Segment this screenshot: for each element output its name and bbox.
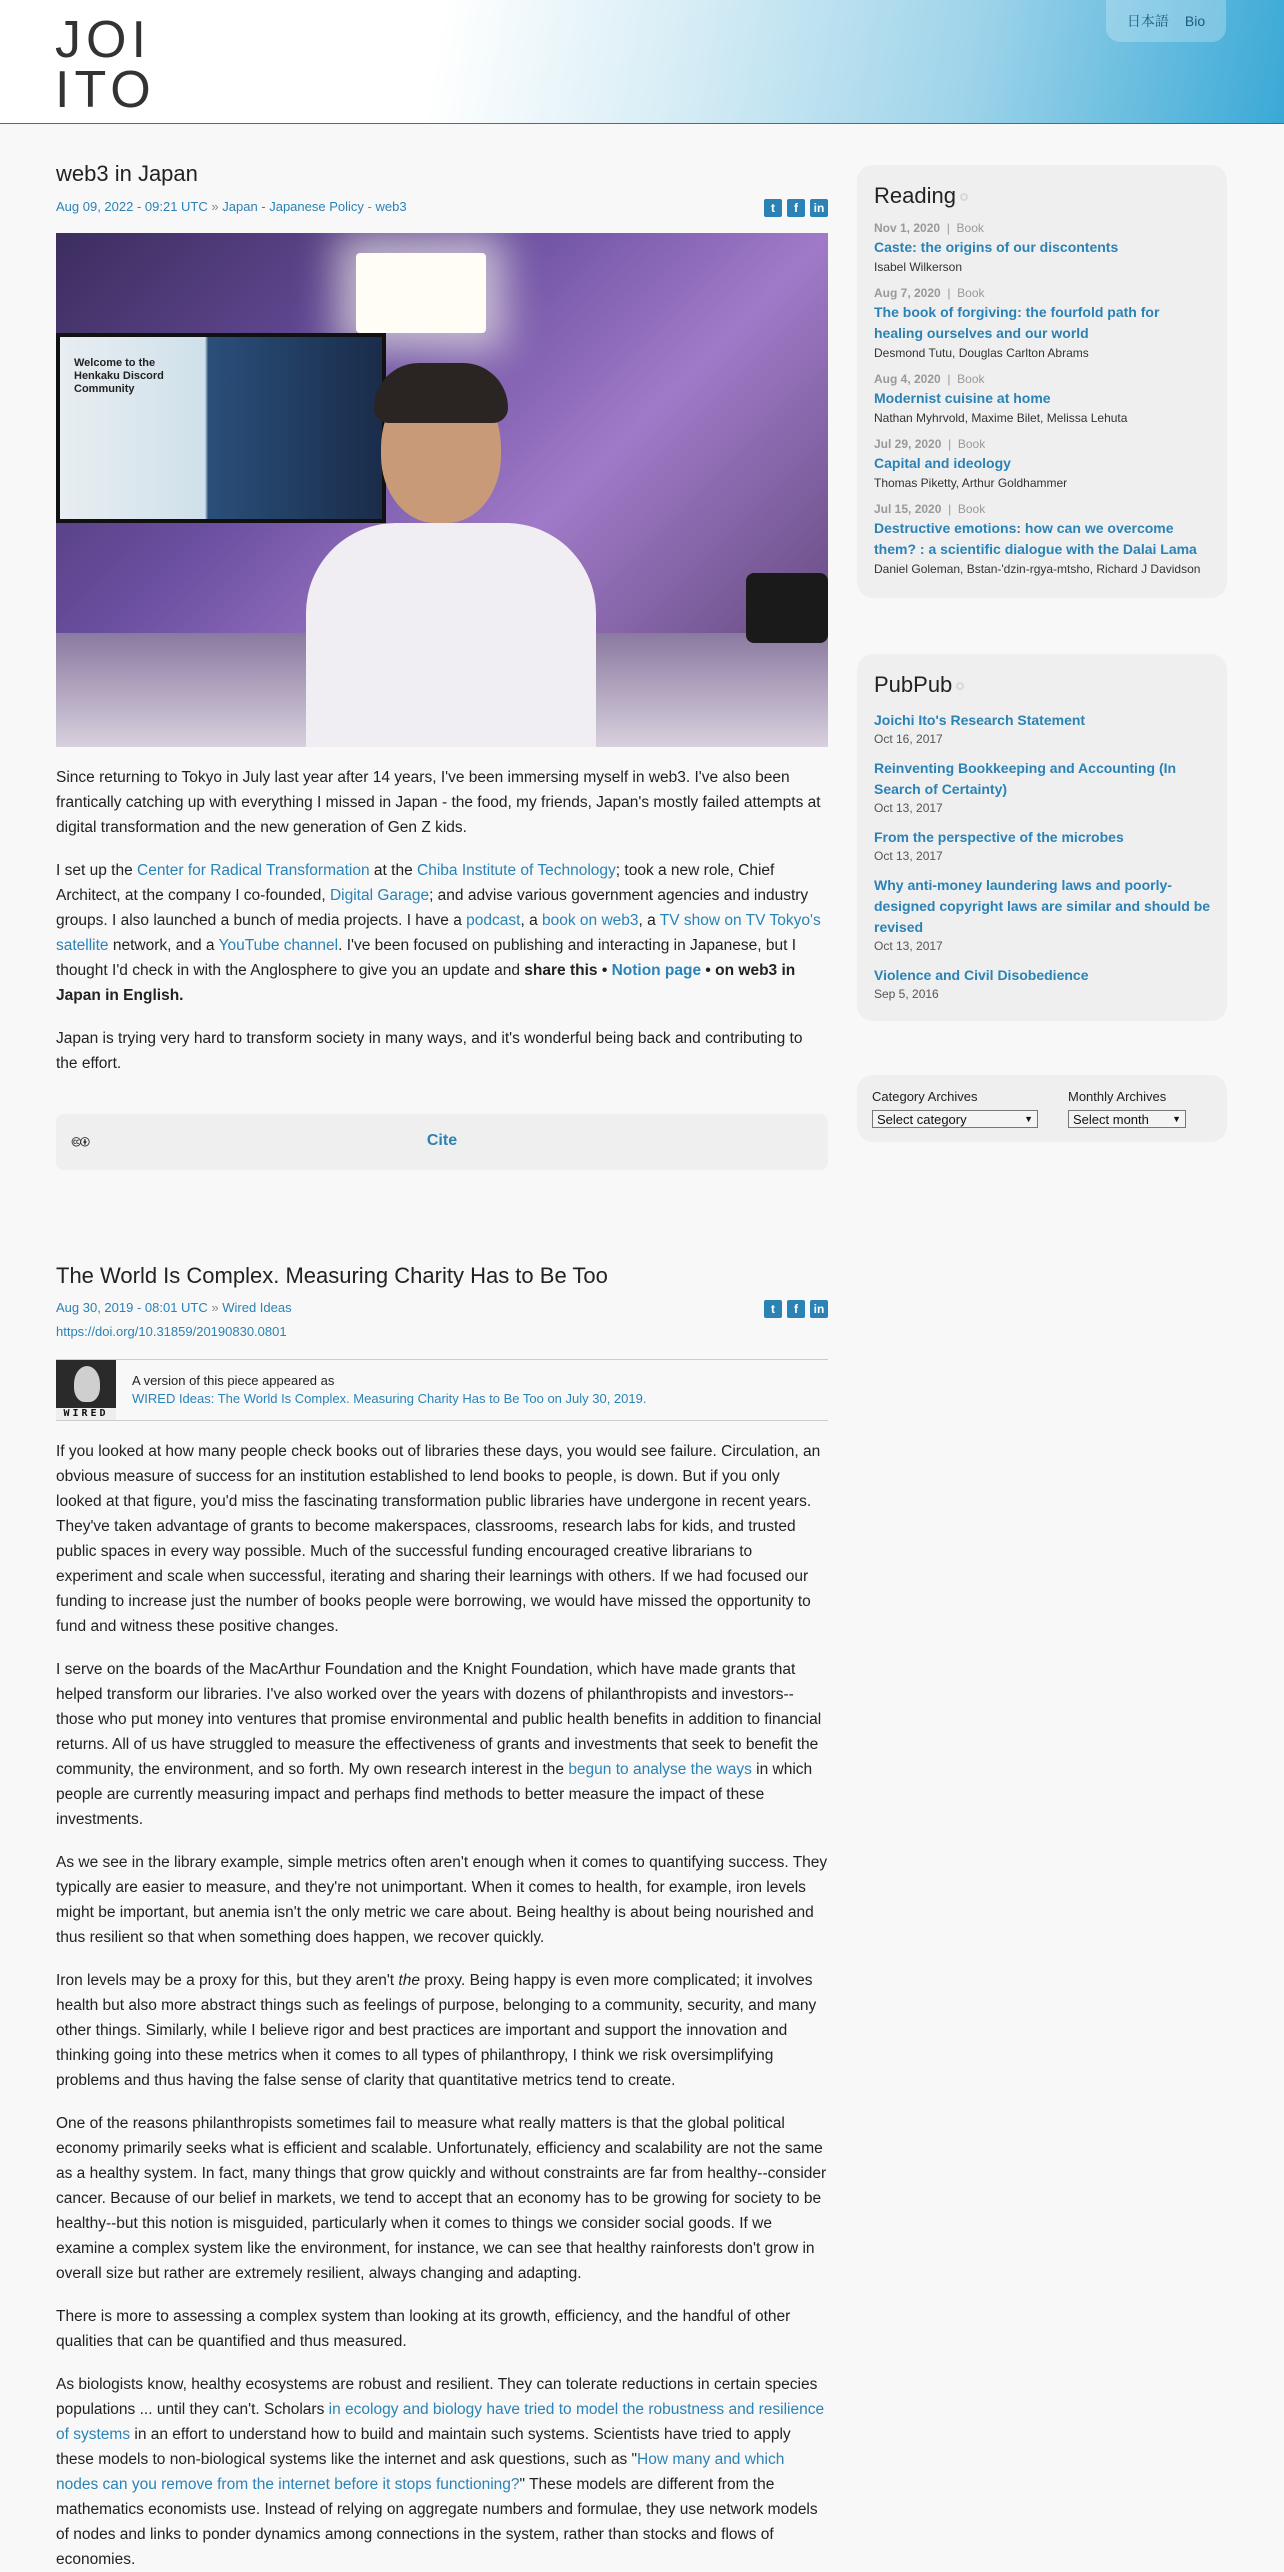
cite-box (56, 1114, 828, 1170)
linkedin-icon[interactable]: in (810, 1300, 828, 1318)
meta-arrow: » (211, 1300, 219, 1316)
pubpub-date: Oct 16, 2017 (874, 732, 943, 746)
post-meta (56, 199, 828, 219)
reading-author: Desmond Tutu, Douglas Carlton Abrams (874, 346, 1089, 360)
reading-separator: | (946, 221, 950, 235)
post-hero-image (56, 233, 828, 747)
reading-item (874, 502, 1211, 576)
pubpub-item (874, 710, 1211, 746)
cc-by-icon[interactable]: 🅭🅯 (72, 1133, 90, 1150)
text-fragment: proxy. Being happy is even more complicated; it involves health but also more abstract things such as feelings of purpose, belonging to a community, security, and many other things. Similarly, while I believe rigor and best practices are important and support the innovation and thinking going into these metrics when it comes to all types of philanthropy, I think we risk oversimplifying problems and thus having the false sense of clarity that quantitative metrics tend to create. (56, 1972, 817, 2090)
site-logo[interactable] (55, 11, 156, 119)
chevron-down-icon: ▼ (1024, 1114, 1033, 1124)
link-digital-garage[interactable]: Digital Garage (329, 886, 430, 904)
wired-article-link[interactable]: WIRED Ideas: The World Is Complex. Measuring Charity Has to Be Too on July 30, 2019. (132, 1391, 647, 1407)
screen-text: Welcome to the Henkaku Discord Community (74, 356, 164, 395)
sidebar (857, 165, 1227, 1142)
reading-title-link[interactable]: Modernist cuisine at home (874, 390, 1051, 406)
reading-title-link[interactable]: Destructive emotions: how can we overcome them? : a scientific dialogue with the Dalai Lama (874, 520, 1197, 557)
reading-list (874, 221, 1211, 576)
version-text-block (132, 1372, 646, 1408)
reading-item (874, 221, 1211, 274)
nav-bio-link[interactable]: Bio (1184, 13, 1206, 29)
chevron-down-icon: ▼ (1172, 1114, 1181, 1124)
reading-type: Book (957, 437, 986, 451)
post-paragraph-1: If you looked at how many people check books out of libraries these days, you would see failure. Circulation, an obvious measure of success for an institution established to lend books to people, is down. But if you only looked at that figure, you'd miss the fascinating transformation public libraries have undergone in recent years. They've taken advantage of grants to become makerspaces, classrooms, research labs for kids, and trusted public spaces in every way possible. Much of the successful funding encouraged creative librarians to experiment and scale when successful, iterating and sharing their learnings with others. If we had focused our funding to increase just the number of books people were borrowing, we would have missed the opportunity to fund and witness these positive changes. (56, 1443, 821, 1636)
reading-type: Book (957, 372, 985, 386)
monthly-archives (1068, 1089, 1186, 1128)
cite-button[interactable]: Cite (426, 1131, 458, 1149)
post-paragraph-3: Japan is trying very hard to transform society in many ways, and it's wonderful being back and contributing to the effort. (56, 1029, 803, 1072)
wired-logo: WIRED (56, 1408, 116, 1420)
post-paragraph-7 (56, 2372, 828, 2572)
post-paragraph-2 (56, 1657, 828, 1832)
category-link-web3[interactable]: web3 (375, 198, 407, 214)
person (286, 373, 616, 747)
monthly-archives-label: Monthly Archives (1068, 1089, 1167, 1104)
reading-author: Nathan Myhrvold, Maxime Bilet, Melissa Lehuta (874, 411, 1128, 425)
reading-title-link[interactable]: Capital and ideology (874, 455, 1011, 471)
reading-date-line (874, 286, 1211, 300)
pubpub-title-link[interactable]: From the perspective of the microbes (874, 829, 1124, 845)
logo-line-1: JOI (55, 11, 151, 69)
link-center-for-radical-transformation[interactable]: Center for Radical Transformation (137, 861, 370, 879)
pubpub-title-text: PubPub (874, 672, 953, 697)
reading-date-line (874, 372, 1211, 386)
facebook-icon[interactable]: f (787, 199, 805, 217)
bold-text: • on web3 in Japan in English. (56, 961, 796, 1004)
pubpub-list (874, 710, 1211, 1001)
month-select-value: Select month (1073, 1111, 1149, 1127)
text-fragment: ; took a new role, Chief Architect, at the company I co-founded, (56, 861, 775, 904)
pubpub-title-link[interactable]: Why anti-money laundering laws and poorly-designed copyright laws are similar and should be revised (874, 877, 1211, 935)
reading-author: Isabel Wilkerson (874, 260, 963, 274)
link-book-on-web3[interactable]: book on web3 (542, 911, 639, 929)
reading-item (874, 437, 1211, 490)
site-header (0, 0, 1284, 124)
facebook-icon[interactable]: f (787, 1300, 805, 1318)
reading-item (874, 286, 1211, 360)
month-select[interactable] (1068, 1110, 1186, 1128)
post-title[interactable]: web3 in Japan (56, 161, 198, 186)
text-fragment: As biologists know, healthy ecosystems are robust and resilient. They can tolerate reductions in certain species populations ... until they can't. Scholars (56, 2376, 818, 2419)
reading-date-line (874, 502, 1211, 516)
post-date[interactable]: Aug 09, 2022 - 09:21 UTC (56, 198, 208, 214)
pubpub-date: Oct 13, 2017 (874, 801, 943, 815)
link-youtube-channel[interactable]: YouTube channel (218, 936, 339, 954)
link-podcast[interactable]: podcast (466, 911, 521, 929)
reading-separator: | (947, 372, 951, 386)
doi-link[interactable]: https://doi.org/10.31859/20190830.0801 (56, 1324, 287, 1340)
pubpub-item (874, 827, 1211, 863)
category-archives-label: Category Archives (872, 1089, 978, 1104)
pubpub-item (874, 965, 1211, 1001)
reading-card (857, 165, 1227, 598)
text-fragment: at the (369, 861, 418, 879)
reading-date-line (874, 437, 1211, 451)
category-select[interactable] (872, 1110, 1038, 1128)
category-link-japan[interactable]: Japan - Japanese Policy (222, 198, 364, 214)
meta-arrow: » (211, 198, 219, 214)
reading-author: Thomas Piketty, Arthur Goldhammer (874, 476, 1068, 490)
post-paragraph-6: There is more to assessing a complex system than looking at its growth, efficiency, and the handful of other qualities that can be quantified and thus measured. (56, 2308, 791, 2351)
reading-separator: | (947, 286, 951, 300)
reading-item (874, 372, 1211, 425)
link-tv-show[interactable]: TV show on TV Tokyo's satellite (56, 911, 821, 954)
post-paragraph-1: Since returning to Tokyo in July last year after 14 years, I've been immersing myself in web3. I've also been frantically catching up with everything I missed in Japan - the food, my friends, Japan's mostly failed attempts at digital transformation and the new generation of Gen Z kids. (56, 768, 821, 836)
logo-line-2: ITO (55, 61, 156, 119)
pubpub-title[interactable] (874, 672, 1211, 698)
link-notion-page[interactable]: Notion page (611, 961, 702, 979)
reading-type: Book (957, 286, 985, 300)
text-fragment: ; and advise various government agencies and industry groups. I also launched a bunch of media projects. I have a (56, 886, 809, 929)
text-fragment: in an effort to understand how to build and maintain such systems. Scientists have tried to apply these models to non-biological systems like the internet and ask questions, such as " (56, 2426, 791, 2469)
reading-type: Book (956, 221, 984, 235)
pubpub-date: Oct 13, 2017 (874, 939, 943, 953)
ring-light (356, 253, 486, 333)
wired-version-note (56, 1359, 828, 1421)
pubpub-date: Oct 13, 2017 (874, 849, 943, 863)
text-fragment: , a (638, 911, 660, 929)
text-fragment: I set up the (56, 861, 137, 879)
pubpub-title-link[interactable]: Violence and Civil Disobedience (874, 967, 1089, 983)
version-text: A version of this piece appeared as (132, 1373, 335, 1389)
person-hair (374, 363, 508, 423)
share-buttons (764, 199, 828, 217)
text-fragment: . I've been focused on publishing and interacting in Japanese, but I thought I'd check in with the Anglosphere to give you an update and (56, 936, 797, 979)
link-chiba-institute[interactable]: Chiba Institute of Technology (417, 861, 616, 879)
link-analyse-ways[interactable]: begun to analyse the ways (568, 1761, 752, 1779)
post-paragraph-4 (56, 1968, 828, 2093)
pubpub-item (874, 758, 1211, 815)
twitter-icon[interactable]: t (764, 199, 782, 217)
link-ecology-biology[interactable]: in ecology and biology have tried to model the robustness and resilience of systems (56, 2401, 825, 2444)
top-nav (1106, 0, 1226, 42)
emphasis-text: the (398, 1972, 420, 1990)
post-paragraph-2 (56, 858, 828, 1008)
category-select-value: Select category (877, 1111, 967, 1127)
rss-icon[interactable] (956, 682, 964, 690)
text-fragment: in which people are currently measuring impact and perhaps find methods to better measure the impact of these investments. (56, 1761, 813, 1829)
pubpub-date: Sep 5, 2016 (874, 987, 939, 1001)
text-fragment: " These models are different from the mathematics economists use. Instead of relying on aggregate numbers and formulae, they use network models of nodes and links to ponder dynamics among connections in the system, rather than stocks and flows of economies. (56, 2476, 818, 2569)
printer (746, 573, 828, 643)
reading-title-link[interactable]: Caste: the origins of our discontents (874, 239, 1119, 255)
reading-date: Jul 29, 2020 (874, 437, 942, 451)
thumbnail-face (74, 1366, 100, 1402)
pubpub-card (857, 654, 1227, 1021)
reading-author: Daniel Goleman, Bstan-'dzin-rgya-mtsho, Richard J Davidson (874, 562, 1201, 576)
reading-title-link[interactable]: The book of forgiving: the fourfold path for healing ourselves and our world (874, 304, 1160, 341)
post-meta (56, 1300, 828, 1320)
nav-japanese-link[interactable]: 日本語 (1126, 13, 1169, 29)
twitter-icon[interactable]: t (764, 1300, 782, 1318)
post-date[interactable]: Aug 30, 2019 - 08:01 UTC (56, 1300, 208, 1316)
archives-card (857, 1075, 1227, 1142)
text-fragment: Iron levels may be a proxy for this, but they aren't (56, 1972, 399, 1990)
reading-title[interactable] (874, 183, 1211, 209)
bold-text: share this • (524, 961, 612, 979)
reading-date: Aug 7, 2020 (874, 286, 941, 300)
text-fragment: network, and a (108, 936, 219, 954)
reading-date: Jul 15, 2020 (874, 502, 942, 516)
reading-date: Nov 1, 2020 (874, 221, 941, 235)
archives-row (872, 1089, 1213, 1128)
person-shirt (306, 523, 596, 747)
link-internet-nodes[interactable]: How many and which nodes can you remove from the internet before it stops functioning? (56, 2451, 785, 2494)
post-web3-in-japan (56, 160, 828, 1170)
post-paragraph-3: As we see in the library example, simple metrics often aren't enough when it comes to quantifying success. They typically are easier to measure, and they're not unimportant. When it comes to health, for example, iron levels might be important, but anemia isn't the only metric we care about. Being healthy is about being nourished and thus resilient so that when something does happen, we recover quickly. (56, 1854, 828, 1947)
reading-separator: | (948, 502, 952, 516)
reading-date-line (874, 221, 1211, 235)
meta-dash: - (367, 198, 372, 214)
pubpub-title-link[interactable]: Reinventing Bookkeeping and Accounting (In Search of Certainty) (874, 760, 1177, 797)
post-paragraph-5: One of the reasons philanthropists sometimes fail to measure what really matters is that the global political economy primarily seeks what is efficient and scalable. Unfortunately, efficiency and scalability are not the same as a healthy system. In fact, many things that grow quickly and without constraints are far from healthy--consider cancer. Because of our belief in markets, we tend to accept that an economy has to be growing for society to be healthy--but this notion is misguided, particularly when it comes to things we consider social goods. If we examine a complex system like the environment, for instance, we can see that healthy rainforests don't grow in overall size but rather are extremely resilient, always changing and adapting. (56, 2115, 827, 2283)
category-link-wired-ideas[interactable]: Wired Ideas (222, 1300, 292, 1316)
post-title[interactable]: The World Is Complex. Measuring Charity Has to Be Too (56, 1262, 608, 1288)
text-fragment: I serve on the boards of the MacArthur Foundation and the Knight Foundation, which have made grants that helped transform our libraries. I've also worked over the years with dozens of philanthropists and investors--those who put money into ventures that promise environmental and public health benefits in addition to financial returns. All of us have struggled to measure the effectiveness of grants and investments that seek to benefit the community, the environment, and so forth. My own research interest in the (56, 1661, 822, 1779)
reading-separator: | (948, 437, 952, 451)
rss-icon[interactable] (960, 193, 968, 201)
wired-thumbnail[interactable] (56, 1360, 116, 1420)
reading-title-text: Reading (874, 183, 956, 208)
post-world-is-complex (56, 1262, 828, 2572)
share-buttons (764, 1300, 828, 1318)
pubpub-title-link[interactable]: Joichi Ito's Research Statement (874, 712, 1086, 728)
category-archives (872, 1089, 1038, 1128)
reading-type: Book (957, 502, 986, 516)
linkedin-icon[interactable]: in (810, 199, 828, 217)
text-fragment: , a (520, 911, 542, 929)
main-column (56, 160, 828, 2572)
pubpub-item (874, 875, 1211, 953)
reading-date: Aug 4, 2020 (874, 372, 941, 386)
